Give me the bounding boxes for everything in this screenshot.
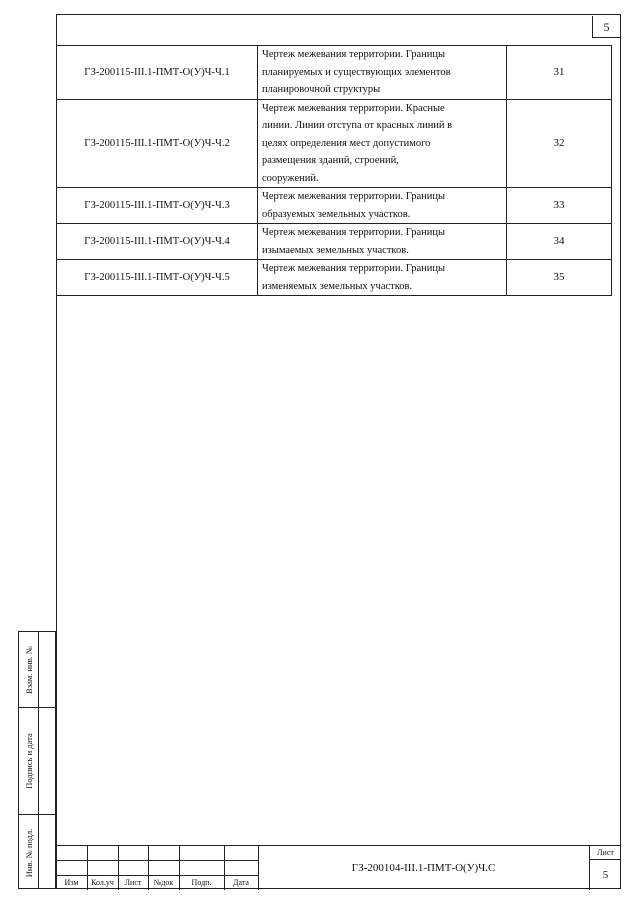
document-code-cell: ГЗ-200115-III.1-ПМТ-О(У)Ч-Ч.1 [57,46,258,100]
side-value-podpis [39,708,55,815]
document-name-cell [258,188,507,224]
document-name-line: целях определения мест допустимого [262,137,431,149]
table-row [57,224,612,260]
document-name-line: Чертеж межевания территории. Красные [262,102,445,114]
side-label-podpis: Подпись и дата [23,733,34,789]
document-name-line: размещения зданий, строений, [262,155,399,166]
document-code-cell: ГЗ-200115-III.1-ПМТ-О(У)Ч-Ч.5 [57,260,258,296]
document-name-line: сооружений. [262,172,319,184]
document-code-cell: ГЗ-200115-III.1-ПМТ-О(У)Ч-Ч.2 [57,99,258,188]
table-row [57,99,612,188]
document-name-line: изымаемых земельных участков. [262,244,409,256]
title-block-grid [56,846,258,890]
title-block [56,845,621,889]
document-name-line: Чертеж межевания территории. Границы [262,191,446,202]
column-label-ndok: №док [153,878,174,887]
document-name-line: Чертеж межевания территории. Границы [262,49,446,60]
document-code-cell: ГЗ-200115-III.1-ПМТ-О(У)Ч-Ч.4 [57,224,258,260]
document-name-line: Чертеж межевания территории. Границы [262,227,446,238]
column-label-podp: Подп. [191,878,212,887]
column-label-data: Дата [233,878,249,887]
documents-table [56,45,612,296]
table-row [57,188,612,224]
side-value-vzam [39,632,55,708]
page-number-top: 5 [592,16,620,38]
side-cell-podpis [19,708,38,815]
document-name-line: образуемых земельных участков. [262,208,411,220]
document-code-cell: ГЗ-200115-III.1-ПМТ-О(У)Ч-Ч.3 [57,188,258,224]
document-code: ГЗ-200104-III.1-ПМТ-О(У)Ч.С [351,862,496,874]
document-name-cell [258,99,507,188]
sheet-label: Лист [590,846,621,860]
document-sheet-cell: 32 [507,99,612,188]
side-stamp-values [39,631,56,889]
document-sheet-cell: 31 [507,46,612,100]
document-name-cell [258,46,507,100]
document-name-cell [258,224,507,260]
side-label-inv: Инв. № подл. [23,828,34,877]
document-name-line: линии. Линии отступа от красных линий в [262,120,453,131]
document-name-cell [258,260,507,296]
column-label-koluch: Кол.уч [91,878,114,887]
side-stamp [18,631,39,889]
document-name-line: планировочной структуры [262,84,381,95]
side-cell-inv [19,815,38,890]
side-value-inv [39,815,55,890]
column-label-izm: Изм [64,878,79,887]
side-cell-vzam [19,632,38,708]
document-name-line: изменяемых земельных участков. [262,280,413,292]
sheet-box [589,846,621,890]
column-label-list: Лист [124,878,142,887]
document-name-line: планируемых и существующих элементов [262,66,451,78]
table-row [57,260,612,296]
document-sheet-cell: 35 [507,260,612,296]
sheet-number: 5 [602,869,609,881]
table-row [57,46,612,100]
document-sheet-cell: 33 [507,188,612,224]
side-label-vzam: Взам. инв. № [23,645,34,694]
document-sheet-cell: 34 [507,224,612,260]
document-name-line: Чертеж межевания территории. Границы [262,263,446,274]
